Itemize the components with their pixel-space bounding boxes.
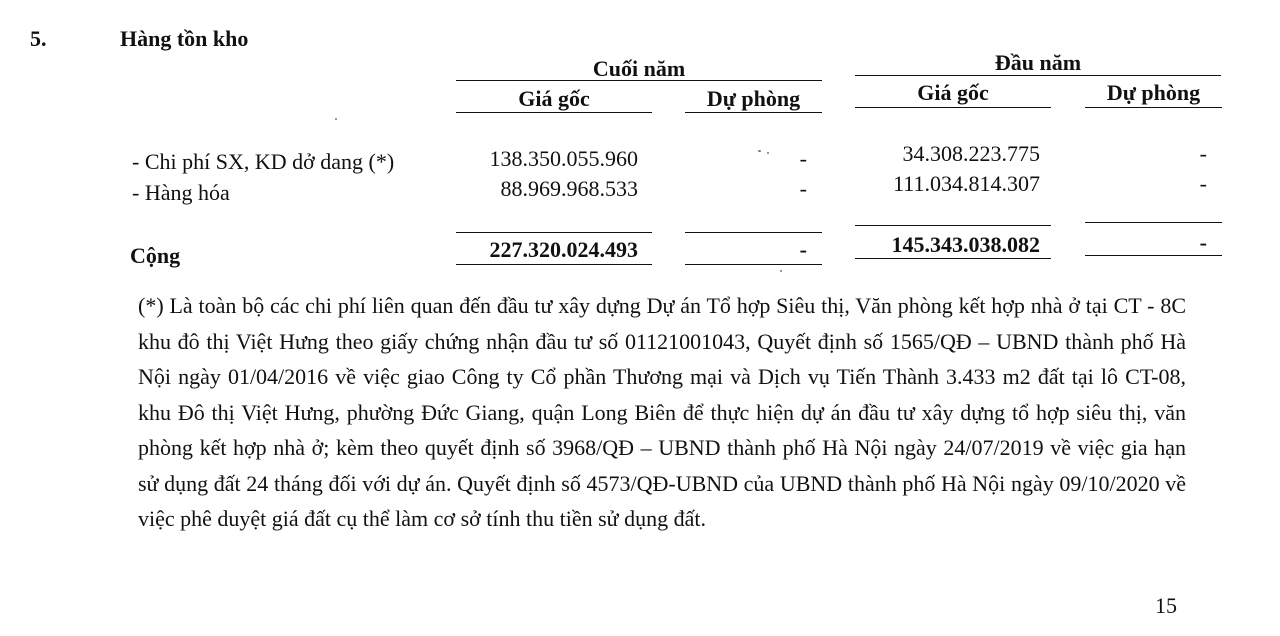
scan-speck [780,270,782,272]
column-rule [1085,107,1222,108]
total-rule-bottom [855,258,1051,259]
cell-value: - [799,176,807,201]
row-label-chi-phi-sx-kd: - Chi phí SX, KD dở dang (*) [132,149,395,174]
section-number: 5. [30,26,47,51]
cell-value: - [1199,171,1207,196]
group-rule-dau-nam [855,75,1221,76]
column-rule [685,112,822,113]
total-rule-bottom [1085,255,1222,256]
total-value: 145.343.038.082 [891,232,1040,257]
cell-value: 88.969.968.533 [500,176,638,201]
group-header-dau-nam: Đầu năm [994,50,1082,75]
total-label: Cộng [130,243,181,268]
cell-value: - [799,146,807,171]
total-value: 227.320.024.493 [489,237,638,262]
cell-value: 34.308.223.775 [902,141,1040,166]
group-rule-cuoi-nam [456,80,822,81]
column-rule [855,107,1051,108]
column-header-du-phong-dau-nam: Dự phòng [1106,80,1201,105]
total-rule-bottom [685,264,822,265]
page-number: 15 [1155,593,1177,618]
total-value: - [1199,230,1207,255]
total-rule-top [685,232,822,233]
total-rule-top [1085,222,1222,223]
cell-value: - [1199,141,1207,166]
column-header-gia-goc-dau-nam: Giá gốc [917,80,989,105]
group-header-cuoi-nam: Cuối năm [592,56,686,81]
column-rule [456,112,652,113]
scan-speck [758,150,761,152]
scan-speck [767,152,769,154]
column-header-gia-goc-cuoi-nam: Giá gốc [518,86,590,111]
row-label-hang-hoa: - Hàng hóa [132,180,230,205]
cell-value: 111.034.814.307 [893,171,1040,196]
column-header-du-phong-cuoi-nam: Dự phòng [706,86,801,111]
total-value: - [799,237,807,262]
total-rule-bottom [456,264,652,265]
footnote-paragraph: (*) Là toàn bộ các chi phí liên quan đến đầu tư xây dựng Dự án Tổ hợp Siêu thị, Văn phòng kết hợp nhà ở tại CT - 8C khu đô thị Việt Hưng theo giấy chứng nhận đầu tư số 01121001043, Quyết định số 1565/QĐ – UBND thành phố Hà Nội ngày 01/04/2016 về việc giao Công ty Cổ phần Thương mại và Dịch vụ Tiến Thành 3.433 m2 đất tại lô CT-08, khu Đô thị Việt Hưng, phường Đức Giang, quận Long Biên để thực hiện dự án đầu tư xây dựng tổ hợp siêu thị, văn phòng kết hợp nhà ở; kèm theo quyết định số 3968/QĐ – UBND thành phố Hà Nội ngày 24/07/2019 về việc gia hạn sử dụng đất 24 tháng đối với dự án. Quyết định số 4573/QĐ-UBND của UBND thành phố Hà Nội ngày 09/10/2020 về việc phê duyệt giá đất cụ thể làm cơ sở tính thu tiền sử dụng đất. [138,293,1186,531]
cell-value: 138.350.055.960 [489,146,638,171]
total-rule-top [855,225,1051,226]
total-rule-top [456,232,652,233]
scan-speck [335,118,337,120]
section-title: Hàng tồn kho [120,26,249,51]
